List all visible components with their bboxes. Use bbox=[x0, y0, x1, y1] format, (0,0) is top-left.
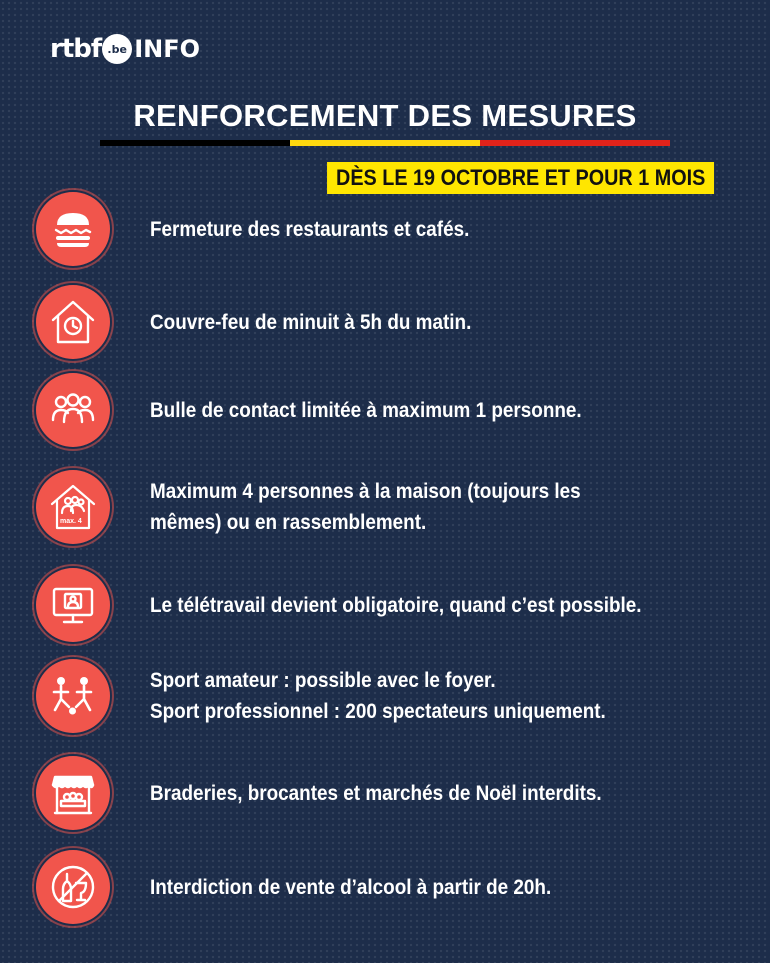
measure-line: Sport professionnel : 200 spectateurs uniquement. bbox=[150, 700, 606, 723]
belgian-flag-underline bbox=[100, 140, 670, 146]
logo-section: INFO bbox=[134, 35, 200, 63]
measure-text bbox=[150, 395, 582, 426]
measure-item-gatherings bbox=[36, 470, 740, 544]
measure-line: Braderies, brocantes et marchés de Noël interdits. bbox=[150, 781, 602, 805]
market-stall-icon bbox=[36, 756, 110, 830]
logo-brand: rtbf bbox=[50, 34, 102, 64]
measure-text bbox=[150, 214, 469, 245]
flag-red-stripe bbox=[480, 140, 670, 146]
measure-line: Maximum 4 personnes à la maison (toujours les bbox=[150, 480, 581, 503]
measure-line: mêmes) ou en rassemblement. bbox=[150, 511, 427, 534]
measure-item-markets bbox=[36, 756, 740, 830]
measure-line: Fermeture des restaurants et cafés. bbox=[150, 217, 470, 241]
measure-item-contact-bubble bbox=[36, 373, 740, 447]
flag-black-stripe bbox=[100, 140, 290, 146]
measure-text bbox=[150, 778, 602, 809]
rtbf-info-logo bbox=[50, 34, 200, 64]
measure-item-curfew bbox=[36, 285, 740, 359]
measure-line: Sport amateur : possible avec le foyer. bbox=[150, 669, 496, 692]
max-badge-label: max. 4 bbox=[60, 518, 82, 525]
people-group-icon bbox=[36, 373, 110, 447]
measure-text bbox=[150, 476, 581, 538]
page-title: RENFORCEMENT DES MESURES bbox=[133, 98, 637, 133]
date-banner: DÈS LE 19 OCTOBRE ET POUR 1 MOIS bbox=[327, 162, 714, 194]
measure-item-telework bbox=[36, 568, 740, 642]
measure-line: Bulle de contact limitée à maximum 1 personne. bbox=[150, 398, 582, 422]
measure-line: Couvre-feu de minuit à 5h du matin. bbox=[150, 310, 472, 334]
measure-text bbox=[150, 665, 606, 727]
measure-item-restaurants bbox=[36, 192, 740, 266]
measure-item-alcohol bbox=[36, 850, 740, 924]
measure-text bbox=[150, 307, 471, 338]
measure-text bbox=[150, 872, 551, 903]
measure-line: Interdiction de vente d’alcool à partir de 20h. bbox=[150, 875, 552, 899]
flag-yellow-stripe bbox=[290, 140, 480, 146]
measure-item-sport bbox=[36, 659, 740, 733]
no-alcohol-icon bbox=[36, 850, 110, 924]
measure-text bbox=[150, 590, 642, 621]
house-people-max4-icon bbox=[36, 470, 110, 544]
football-players-icon bbox=[36, 659, 110, 733]
burger-icon bbox=[36, 192, 110, 266]
computer-monitor-icon bbox=[36, 568, 110, 642]
house-clock-icon bbox=[36, 285, 110, 359]
measure-line: Le télétravail devient obligatoire, quand c’est possible. bbox=[150, 593, 642, 617]
logo-badge: .be bbox=[102, 34, 132, 64]
